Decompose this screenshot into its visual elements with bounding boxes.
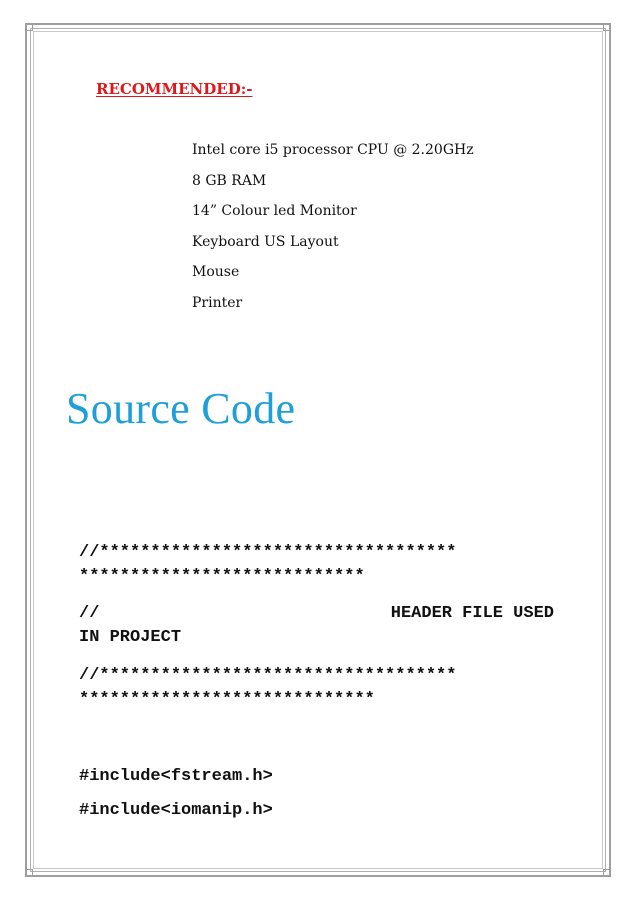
comment-marker: // (79, 604, 100, 623)
section-title: Source Code (66, 384, 296, 433)
header-comment (79, 602, 554, 650)
include-block (79, 760, 554, 828)
spec-item-processor: Intel core i5 processor CPU @ 2.20GHz (192, 142, 474, 158)
include-line: #include<iomanip.h> (79, 801, 273, 820)
recommended-heading: RECOMMENDED:- (96, 80, 253, 98)
border-corner-top-left (25, 23, 33, 31)
spec-item-mouse: Mouse (192, 264, 240, 280)
spec-item-printer: Printer (192, 294, 243, 311)
comment-block-top (79, 541, 554, 589)
header-comment-text: HEADER FILE USED (390, 604, 554, 623)
spec-item-ram: 8 GB RAM (192, 172, 267, 189)
border-corner-bottom-right (603, 869, 611, 877)
comment-block-bottom (79, 664, 554, 712)
spec-list (192, 139, 474, 322)
comment-line: **************************** (79, 567, 365, 586)
comment-line: ***************************** (79, 690, 375, 709)
spec-item-keyboard: Keyboard US Layout (192, 233, 339, 250)
header-comment-continuation: IN PROJECT (79, 628, 182, 647)
include-line: #include<fstream.h> (79, 767, 273, 786)
spec-item-monitor: 14” Colour led Monitor (192, 203, 357, 219)
header-comment-line (79, 602, 554, 626)
comment-line: //*********************************** (79, 543, 457, 562)
border-corner-bottom-left (25, 869, 33, 877)
comment-line: //*********************************** (79, 666, 457, 685)
border-corner-top-right (603, 23, 611, 31)
